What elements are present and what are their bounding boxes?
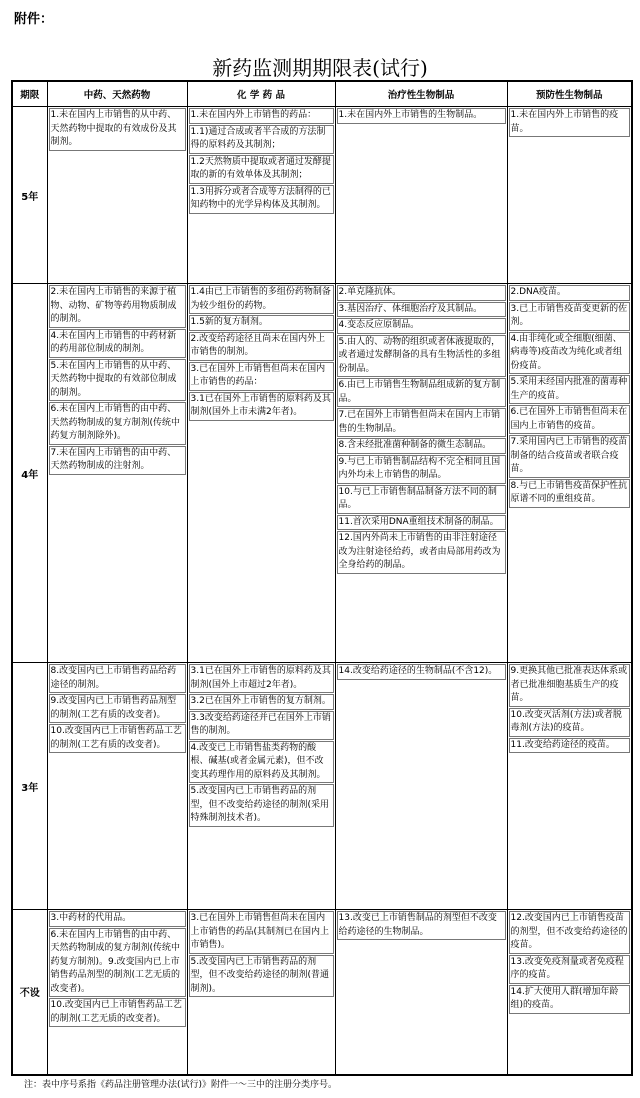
cell-item: 4.变态反应原制品。	[337, 318, 506, 334]
table-cell	[507, 910, 632, 1075]
cell-item: 9.更换其他已批准表达体系或者已批准细胞基质生产的疫苗。	[509, 664, 631, 707]
table-cell	[187, 107, 335, 284]
column-header: 化 学 药 品	[187, 81, 335, 107]
cell-item: 7.采用国内已上市销售的疫苗制备的结合疫苗或者联合疫苗。	[509, 435, 631, 478]
cell-item: 3.已在国外上市销售但尚未在国内上市销售的药品：	[189, 362, 334, 391]
table-cell	[47, 107, 187, 284]
table-cell	[335, 663, 507, 910]
cell-item: 4.由非纯化或全细胞(细菌、病毒等)疫苗改为纯化或者组份疫苗。	[509, 332, 631, 375]
cell-item: 2.未在国内上市销售的来源于植物、动物、矿物等药用物质制成的制剂。	[49, 285, 186, 328]
table-cell	[187, 663, 335, 910]
column-header: 期限	[12, 81, 47, 107]
cell-item: 3.1已在国外上市销售的原料药及其制剂(国外上市未满2年者)。	[189, 392, 334, 421]
footnote: 注：表中序号系指《药品注册管理办法(试行)》附件一～三中的注册分类序号。	[24, 1080, 338, 1090]
cell-item: 2.改变给药途径且尚未在国内外上市销售的制剂。	[189, 332, 334, 361]
cell-item: 5.未在国内上市销售的从中药、天然药物中提取的有效部位制成的制剂。	[49, 359, 186, 402]
cell-item: 1.3用拆分或者合成等方法制得的已知药物中的光学异构体及其制剂。	[189, 185, 334, 214]
cell-item: 9.与已上市销售制品结构不完全相同且国内外均未上市销售的制品。	[337, 455, 506, 484]
cell-item: 1.未在国内外上市销售的药品：	[189, 108, 334, 124]
cell-item: 2.单克隆抗体。	[337, 285, 506, 301]
header-row	[12, 81, 632, 107]
table-cell	[47, 663, 187, 910]
cell-item: 1.4由已上市销售的多组份药物制备为较少组份的药物。	[189, 285, 334, 314]
cell-item: 3.1已在国外上市销售的原料药及其制剂(国外上市超过2年者)。	[189, 664, 334, 693]
cell-item: 4.改变已上市销售盐类药物的酸根、碱基(或者金属元素)，但不改变其药理作用的原料药及其制剂。	[189, 741, 334, 784]
table-cell	[187, 284, 335, 663]
cell-item: 12.改变国内已上市销售疫苗的剂型，但不改变给药途径的疫苗。	[509, 911, 631, 954]
cell-item: 13.改变已上市销售制品的剂型但不改变给药途径的生物制品。	[337, 911, 506, 940]
table-cell	[335, 284, 507, 663]
column-header: 治疗性生物制品	[335, 81, 507, 107]
table-cell	[507, 284, 632, 663]
cell-item: 10.改变国内已上市销售药品工艺的制剂(工艺有质的改变者)。	[49, 724, 186, 753]
cell-item: 10.与已上市销售制品制备方法不同的制品。	[337, 485, 506, 514]
cell-item: 11.首次采用DNA重组技术制备的制品。	[337, 515, 506, 531]
table-cell	[47, 284, 187, 663]
cell-item: 3.2已在国外上市销售的复方制剂。	[189, 694, 334, 710]
cell-item: 11.改变给药途径的疫苗。	[509, 738, 631, 754]
table-cell	[335, 107, 507, 284]
cell-item: 8.改变国内已上市销售药品给药途径的制剂。	[49, 664, 186, 693]
cell-item: 5.改变国内已上市销售药品的剂型，但不改变给药途径的制剂(采用特殊制剂技术者)。	[189, 784, 334, 827]
cell-item: 10.改变国内已上市销售药品工艺的制剂(工艺无质的改变者)。	[49, 998, 186, 1027]
cell-item: 8.含未经批准菌种制备的微生态制品。	[337, 438, 506, 454]
table-row	[12, 910, 632, 1075]
cell-item: 5.采用未经国内批准的菌毒种生产的疫苗。	[509, 375, 631, 404]
cell-item: 7.未在国内上市销售的由中药、天然药物制成的注射剂。	[49, 446, 186, 475]
cell-item: 1.5新的复方制剂。	[189, 315, 334, 331]
period-cell: 5年	[12, 107, 47, 284]
cell-item: 2.DNA疫苗。	[509, 285, 631, 301]
cell-item: 5.改变国内已上市销售药品的剂型，但不改变给药途径的制剂(普通制剂)。	[189, 955, 334, 998]
period-cell: 3年	[12, 663, 47, 910]
cell-item: 3.已上市销售疫苗变更新的佐剂。	[509, 302, 631, 331]
cell-item: 1.未在国内上市销售的从中药、天然药物中提取的有效成份及其制剂。	[49, 108, 186, 151]
cell-item: 13.改变免疫剂量或者免疫程序的疫苗。	[509, 955, 631, 984]
table-cell	[47, 910, 187, 1075]
cell-item: 9.改变国内已上市销售药品剂型的制剂(工艺有质的改变者)。	[49, 694, 186, 723]
cell-item: 8.与已上市销售疫苗保护性抗原谱不同的重组疫苗。	[509, 479, 631, 508]
cell-item: 7.已在国外上市销售但尚未在国内上市销售的生物制品。	[337, 408, 506, 437]
cell-item: 1.1)通过合成或者半合成的方法制得的原料药及其制剂；	[189, 125, 334, 154]
column-header: 中药、天然药物	[47, 81, 187, 107]
attachment-label: 附件：	[14, 12, 54, 27]
table-row	[12, 284, 632, 663]
cell-item: 5.由人的、动物的组织或者体液提取的，或者通过发酵制备的具有生物活性的多组份制品。	[337, 335, 506, 378]
table-row	[12, 107, 632, 284]
cell-item: 6.未在国内上市销售的由中药、天然药物制成的复方制剂(传统中药复方制剂除外)。	[49, 402, 186, 445]
cell-item: 14.改变给药途径的生物制品(不含12)。	[337, 664, 506, 680]
page-title: 新药监测期期限表(试行)	[212, 56, 428, 80]
table-cell	[335, 910, 507, 1075]
cell-item: 1.未在国内外上市销售的疫苗。	[509, 108, 631, 137]
cell-item: 12.国内外尚未上市销售的由非注射途径改为注射途径给药，或者由局部用药改为全身给药的制品。	[337, 531, 506, 574]
cell-item: 14.扩大使用人群(增加年龄组)的疫苗。	[509, 985, 631, 1014]
cell-item: 3.基因治疗、体细胞治疗及其制品。	[337, 302, 506, 318]
cell-item: 1.2天然物质中提取或者通过发酵提取的新的有效单体及其制剂；	[189, 155, 334, 184]
cell-item: 3.中药材的代用品。	[49, 911, 186, 927]
cell-item: 6.已在国外上市销售但尚未在国内上市销售的疫苗。	[509, 405, 631, 434]
table-cell	[507, 107, 632, 284]
table-cell	[187, 910, 335, 1075]
table-row	[12, 663, 632, 910]
period-cell: 4年	[12, 284, 47, 663]
table-cell	[507, 663, 632, 910]
cell-item: 3.已在国外上市销售但尚未在国内上市销售的药品(其制剂已在国内上市销售)。	[189, 911, 334, 954]
monitoring-period-table	[11, 80, 633, 1076]
cell-item: 6.由已上市销售生物制品组成新的复方制品。	[337, 378, 506, 407]
cell-item: 10.改变灭活剂(方法)或者脱毒剂(方法)的疫苗。	[509, 708, 631, 737]
period-cell: 不设	[12, 910, 47, 1075]
column-header: 预防性生物制品	[507, 81, 632, 107]
cell-item: 4.未在国内上市销售的中药材新的药用部位制成的制剂。	[49, 329, 186, 358]
cell-item: 3.3改变给药途径并已在国外上市销售的制剂。	[189, 711, 334, 740]
cell-item: 1.未在国内外上市销售的生物制品。	[337, 108, 506, 124]
cell-item: 6.未在国内上市销售的由中药、天然药物制成的复方制剂(传统中药复方制剂)。9.改变国内已上市销售药品剂型的制剂(工艺无质的改变者)。	[49, 928, 186, 998]
